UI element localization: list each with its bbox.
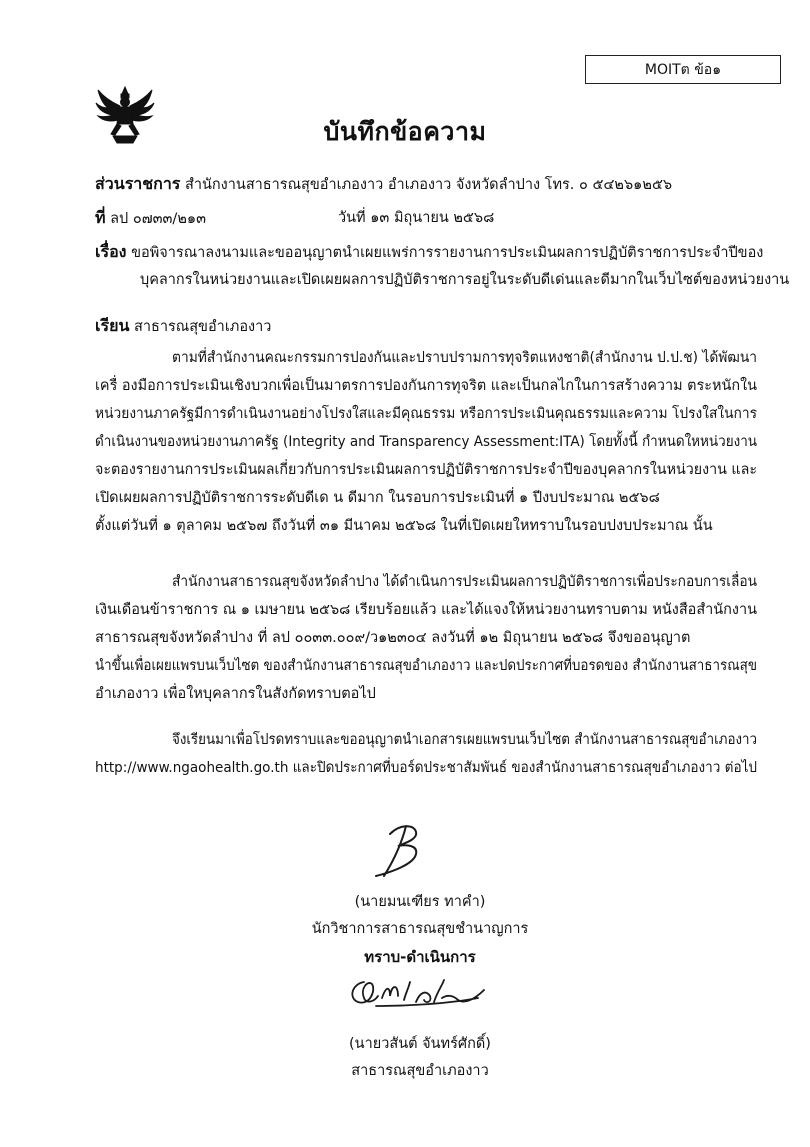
paragraph-line: เปิดเผยผลการปฏิบัติราชการระดับดีเด น ดีมาก ในรอบการประเมินที่ ๑ ปีงบประมาณ ๒๕๖๘ — [95, 490, 660, 506]
paragraph-line: ตั้งแต่วันที่ ๑ ตุลาคม ๒๕๖๗ ถึงวันที่ ๓๑ มีนาคม ๒๕๖๘ ในที่เปิดเผยใหทราบในรอบปงบประมาณ นั้น — [95, 518, 713, 534]
paragraph-2 — [95, 568, 757, 708]
reference-line — [95, 206, 206, 231]
subject-label: เรื่อง — [95, 242, 127, 261]
signature-2-icon — [346, 972, 488, 1012]
subject-line — [95, 240, 763, 265]
salutation-line — [95, 314, 271, 339]
paragraph-3 — [95, 726, 757, 782]
approval-label: ทราบ-ดำเนินการ — [364, 948, 476, 966]
document-title: บันทึกข้อความ — [323, 117, 487, 146]
paragraph-line: สาธารณสุขจังหวัดลำปาง ที่ ลป ๐๐๓๓.๐๐๙/ว๑๒๓๐๔ ลงวันที่ ๑๒ มิถุนายน ๒๕๖๘ จึงขออนุญาต — [95, 630, 691, 646]
subject-text-2: บุคลากรในหน่วยงานและเปิดเผยผลการปฏิบัติราชการอยู่ในระดับดีเด่นและดีมากในเว็บไซต์ของหน่วยงาน — [140, 272, 790, 288]
paragraph-line: นำขึ้นเพื่อเผยแพรบนเว็บไซต ของสำนักงานสาธารณสุขอำเภองาว และปดประกาศที่บอรดของ สำนักงานสาธารณสุข — [95, 658, 757, 674]
salutation-value: สาธารณสุขอำเภองาว — [133, 319, 272, 335]
paragraph-line: ดำเนินงานของหน่วยงานภาครัฐ (Integrity and Transparency Assessment:ITA) โดยทั้งนี้ กำหนดใหหน่วยงาน — [95, 434, 757, 450]
approver-name: (นายวสันต์ จันทร์ศักดิ์) — [349, 1036, 491, 1052]
reference-date: วันที่ ๑๓ มิถุนายน ๒๕๖๘ — [338, 210, 495, 226]
signature-1-icon — [372, 822, 432, 880]
paragraph-1 — [95, 344, 757, 540]
form-code: MOITต ข้อ๑ — [644, 62, 722, 78]
approver-position: สาธารณสุขอำเภองาว — [351, 1063, 489, 1079]
form-code-box — [585, 55, 781, 84]
agency-line — [95, 172, 672, 197]
paragraph-line: อำเภองาว เพื่อใหบุคลากรในสังกัดทราบตอไป — [95, 686, 376, 702]
paragraph-line: ตามที่สำนักงานคณะกรรมการปองกันและปราบปรามการทุจริตแหงชาติ(สำนักงาน ป.ป.ช) ได้พัฒนา — [172, 350, 757, 366]
reference-number: ลป ๐๗๓๓/๒๑๓ — [110, 211, 206, 227]
reference-label: ที่ — [95, 208, 106, 227]
paragraph-line: หน่วยงานภาครัฐมีการดำเนินงานอย่างโปรงใสและมีคุณธรรม หรือการประเมินคุณธรรมและความ โปรงใสในการ — [95, 406, 757, 422]
paragraph-line: http://www.ngaohealth.go.th และปิดประกาศที่บอร์ดประชาสัมพันธ์ ของสำนักงานสาธารณสุขอำเภองาว ต่อไป — [95, 760, 757, 776]
signer-1-name: (นายมนเฑียร ทาคำ) — [354, 894, 486, 910]
subject-text-1: ขอพิจารณาลงนามและขออนุญาตนำเผยแพร่การรายงานการประเมินผลการปฏิบัติราชการประจำปีของ — [131, 245, 764, 261]
paragraph-line: เงินเดือนข้าราชการ ณ ๑ เมษายน ๒๕๖๘ เรียบร้อยแล้ว และได้แจงให้หน่วยงานทราบตาม หนังสือสำนักงาน — [95, 602, 757, 618]
paragraph-line: จึงเรียนมาเพื่อโปรดทราบและขออนุญาตนำเอกสารเผยแพรบนเว็บไซต สำนักงานสาธารณสุขอำเภองาว — [172, 732, 757, 748]
signer-1-position: นักวิชาการสาธารณสุขชำนาญการ — [311, 921, 529, 937]
paragraph-line: สำนักงานสาธารณสุขจังหวัดลำปาง ได้ดำเนินการประเมินผลการปฏิบัติราชการเพื่อประกอบการเลื่อน — [172, 574, 757, 590]
paragraph-line: จะตองรายงานการประเมินผลเกี่ยวกับการประเมินผลการปฏิบัติราชการประจำปีของบุคลากรในหน่วยงาน และ — [95, 462, 757, 478]
agency-value: สำนักงานสาธารณสุขอำเภองาว อำเภองาว จังหวัดลำปาง โทร. ๐ ๕๔๒๖๑๒๕๖ — [185, 177, 673, 193]
paragraph-line: เครื่ องมือการประเมินเชิงบวกเพื่อเป็นมาตรการปองกันการทุจริต และเป็นกลไกในการสร้างความ ตระหนักใน — [95, 378, 757, 394]
agency-label: ส่วนราชการ — [95, 174, 181, 193]
salutation-label: เรียน — [95, 316, 130, 335]
